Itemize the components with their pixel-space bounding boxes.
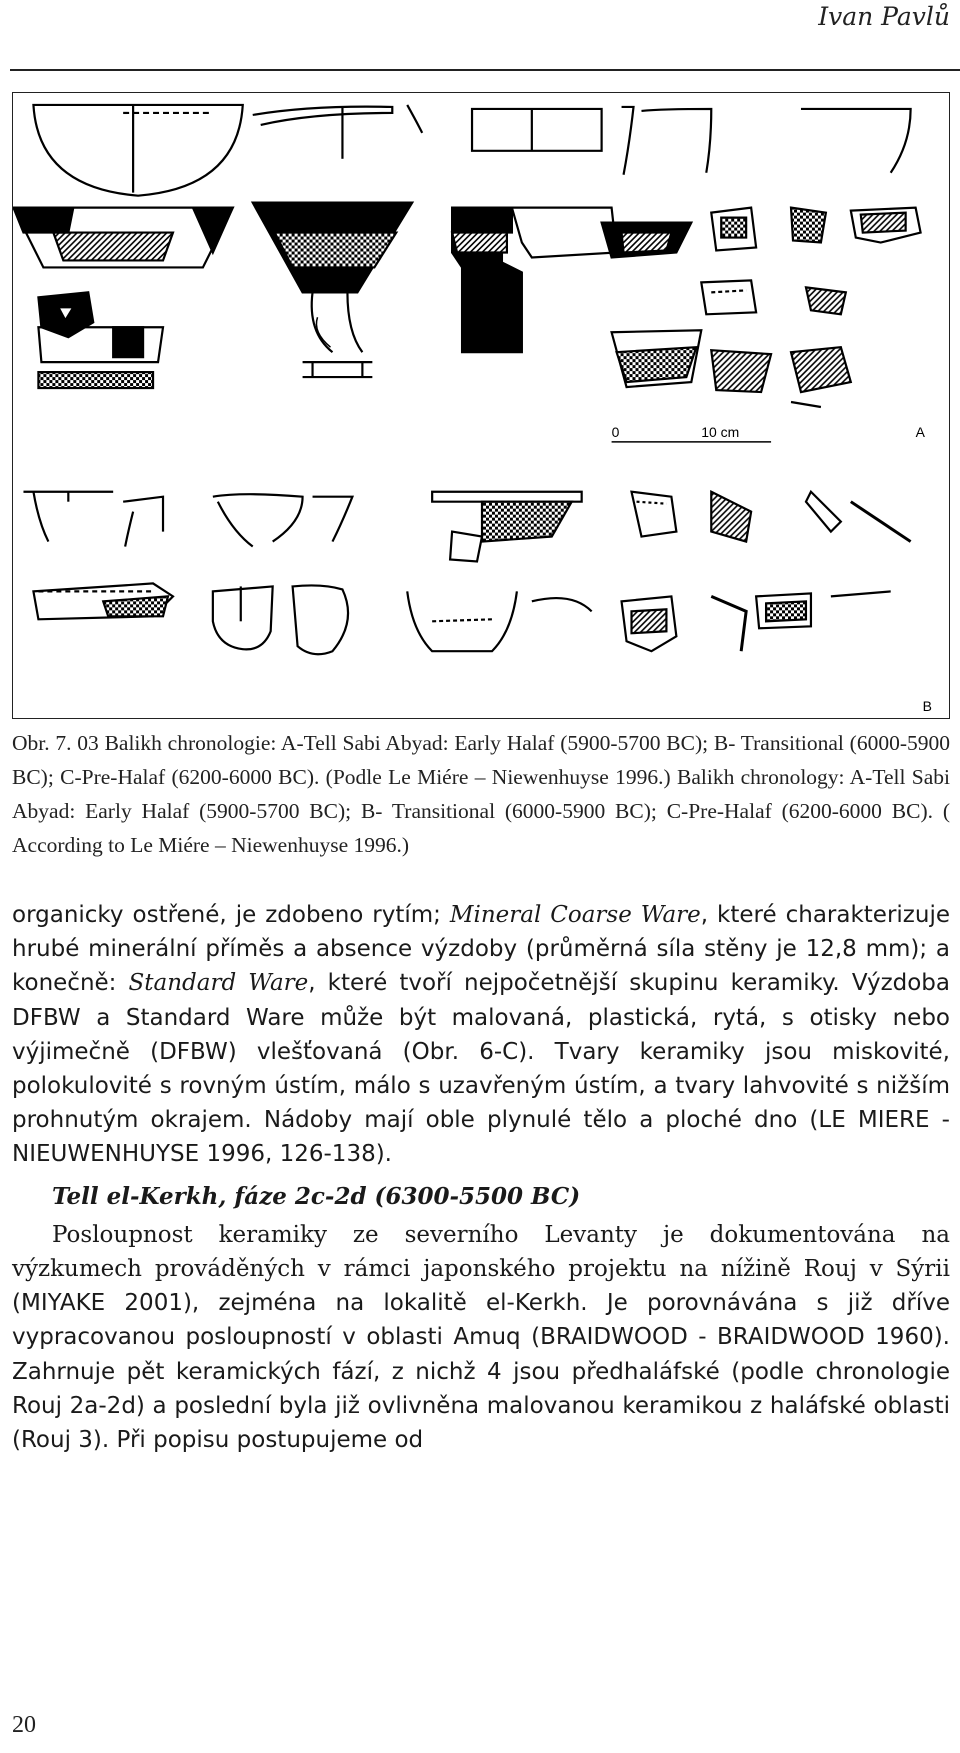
pottery-drawings [13,93,949,718]
vessel-jar [701,280,756,314]
header-rule [10,69,960,71]
scale-zero: 0 [611,423,620,440]
vessel-bowl-7 [123,497,163,547]
vessel-bottle [452,208,522,353]
vessel-bowl-9 [313,497,353,542]
p1-text-a: organicky ostřené, je zdobeno rytím; [12,902,450,928]
p1-text-c: , které tvoří nejpočetnější skupinu keramiky. Výzdoba DFBW a Standard Ware může být malovaná, plastická, rytá, s otisky nebo výjimečně (DFBW) vlešťovaná (Obr. 6-C). Tvary keramiky jsou miskovité, polokulovité s rovným ústím, málo s uzavřeným ústím, a tvary lahvovité s nižším prohnutým okrajem. Nádoby mají oble plynulé tělo a ploché dno (LE MIERE - NIEUWENHUYSE 1996, 126-138). [12,970,951,1168]
scale-unit: 10 cm [701,423,740,440]
paragraph-1 [12,898,950,1172]
section-label-a: A [915,423,925,440]
vessel-pot-1 [213,586,273,649]
ware-name-standard: Standard Ware [128,970,309,997]
body-text [12,898,950,1457]
paragraph-2 [12,1218,950,1457]
page-number: 20 [12,1712,36,1738]
vessel-bowl-3 [472,109,602,151]
ware-name-mineral-coarse: Mineral Coarse Ware [449,902,701,928]
pottery-figure [12,92,950,719]
sherd-2 [791,208,826,243]
vessel-bowl-8 [213,494,303,546]
p2-text-b: (MIYAKE 2001), zejména na lokalitě el-Kerkh. Je porovnávána s již dříve vypracovanou posloupností v oblasti Amuq (BRAIDWOOD - BRAIDWOOD 1960). Zahrnuje pět keramických fází, z nichž 4 jsou předhaláfské (podle chronologie Rouj 2a-2d) a poslední byla již ovlivněna malovanou keramikou z haláfské oblasti (Rouj 3). Při popisu postupujeme od [12,1290,950,1454]
vessel-bowl-2 [253,107,393,125]
vessel-pot-2 [293,585,348,654]
p2-text-a: Posloupnost keramiky ze severního Levanty je dokumentována na výzkumech prováděných v rámci japonského projektu na nížině Rouj v Sýrii [12,1221,950,1283]
vessel-bowl-4 [622,107,911,175]
p1-text-b: , které charakterizuje hrubé minerální příměs a absence výzdoby (průměrná síla stěny je 12,8 mm); a konečně: [12,902,950,997]
figure-caption: Obr. 7. 03 Balikh chronologie: A-Tell Sabi Abyad: Early Halaf (5900-5700 BC); B- Transitional (6000-5900 BC); C-Pre-Halaf (6200-6000 BC). (Podle Le Miére – Niewenhuyse 1996.) Balikh chronology: A-Tell Sabi Abyad: Early Halaf (5900-5700 BC); B- Transitional (6000-5900 BC); C-Pre-Halaf (6200-6000 BC). ( According to Le Miére – Niewenhuyse 1996.) [12,731,950,857]
vessel-bowl-1 [33,105,242,196]
sherd-6 [632,492,677,537]
section-heading: Tell el-Kerkh, fáze 2c-2d (6300-5500 BC) [52,1182,581,1210]
vessel-bowl-10 [432,492,582,502]
section-label-b: B [922,698,932,715]
header-author: Ivan Pavlů [818,2,950,31]
